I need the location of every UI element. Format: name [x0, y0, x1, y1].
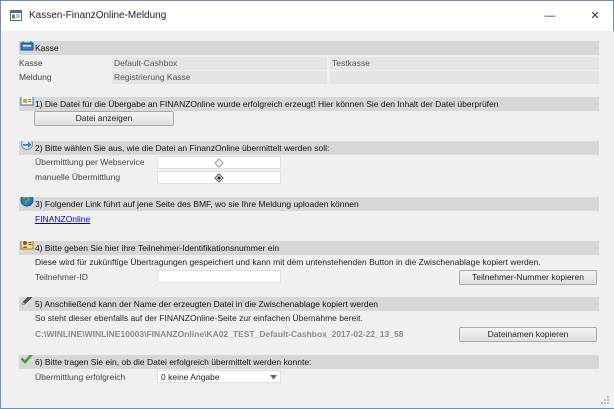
document-icon [20, 97, 34, 107]
radio-selected-icon [214, 173, 224, 183]
kasse-section-header [19, 41, 599, 55]
option-manual-radio[interactable] [157, 171, 281, 184]
transfer-icon [20, 141, 34, 151]
kasse-extra: Testkasse [330, 57, 599, 70]
globe-icon [20, 197, 34, 207]
participant-id-input[interactable] [157, 270, 281, 283]
dialog-content [2, 31, 614, 408]
title-bar [1, 1, 613, 31]
copy-filename-button[interactable]: Dateinamen kopieren [459, 327, 597, 342]
option-webservice-row[interactable] [19, 156, 144, 169]
meldung-extra [330, 71, 599, 84]
user-id-icon [20, 241, 34, 251]
copy-participant-number-button[interactable]: Teilnehmer-Nummer kopieren [459, 270, 597, 285]
option-manual-label: manuelle Übermittlung [35, 172, 121, 182]
cash-register-icon [20, 41, 34, 51]
step4-header [19, 241, 599, 255]
pencil-icon [20, 297, 34, 307]
transfer-success-label: Übermittlung erfolgreich [35, 372, 126, 382]
step4-description: Diese wird für zukünftige Übertragungen gespeichert und kann mit dem untenstehenden Button in die Zwischenablage kopiert werden. [35, 257, 541, 267]
minimize-button[interactable]: — [544, 10, 556, 22]
finanzonline-link[interactable]: FINANZOnline [35, 214, 91, 224]
step6-header [19, 355, 599, 369]
radio-unselected-icon [214, 158, 224, 168]
option-webservice-label: Übermittlung per Webservice [35, 157, 145, 167]
step3-header [19, 197, 599, 211]
step1-header [19, 97, 599, 111]
kasse-value: Default-Cashbox [112, 57, 327, 70]
resize-grip-icon[interactable] [600, 395, 610, 405]
close-button[interactable]: ✕ [590, 10, 600, 22]
app-icon [10, 10, 22, 21]
step3-label: 3) Folgender Link führt auf jene Seite des BMF, wo sie Ihre Meldung uploaden können [35, 199, 359, 209]
kasse-row [19, 57, 599, 70]
participant-id-label: Teilnehmer-ID [35, 272, 88, 282]
step5-header [19, 297, 599, 311]
kasse-header-label: Kasse [35, 43, 59, 53]
step5-description: So steht dieser ebenfalls auf der FINANZOnline-Seite zur einfachen Übernahme bereit. [35, 313, 363, 323]
checkmark-icon [20, 355, 34, 365]
file-path-text: C:\WINLINE\WINLINE10003\FINANZOnline\KA02_TEST_Default-Cashbox_2017-02-22_13_58 [35, 329, 404, 339]
kasse-label: Kasse [19, 58, 43, 68]
chevron-down-icon[interactable] [270, 375, 277, 380]
step6-label: 6) Bitte tragen Sie ein, ob die Datei erfolgreich übermittelt werden konnte: [35, 357, 312, 367]
window-title: Kassen-FinanzOnline-Meldung [29, 10, 167, 21]
step2-label: 2) Bitte wählen Sie aus, wie die Datei an FinanzOnline übermittelt werden soll: [35, 143, 330, 153]
transfer-success-select[interactable] [157, 370, 281, 383]
step4-label: 4) Bitte geben Sie hier ihre Teilnehmer-Identifikationsnummer ein [35, 243, 280, 253]
step1-label: 1) Die Datei für die Übergabe an FINANZOnline wurde erfolgreich erzeugt! Hier können Sie den Inhalt der Datei überprüfen [35, 99, 499, 109]
option-manual-row[interactable] [19, 171, 120, 184]
step5-label: 5) Anschließend kann der Name der erzeugten Datei in die Zwischenablage kopiert werden [35, 299, 379, 309]
meldung-row [19, 71, 599, 84]
show-file-button[interactable]: Datei anzeigen [34, 111, 174, 126]
option-webservice-radio[interactable] [157, 156, 281, 169]
meldung-value: Registrierung Kasse [112, 71, 327, 84]
step2-header [19, 141, 599, 155]
transfer-success-value: 0 keine Angabe [161, 372, 220, 382]
meldung-label: Meldung [19, 72, 52, 82]
